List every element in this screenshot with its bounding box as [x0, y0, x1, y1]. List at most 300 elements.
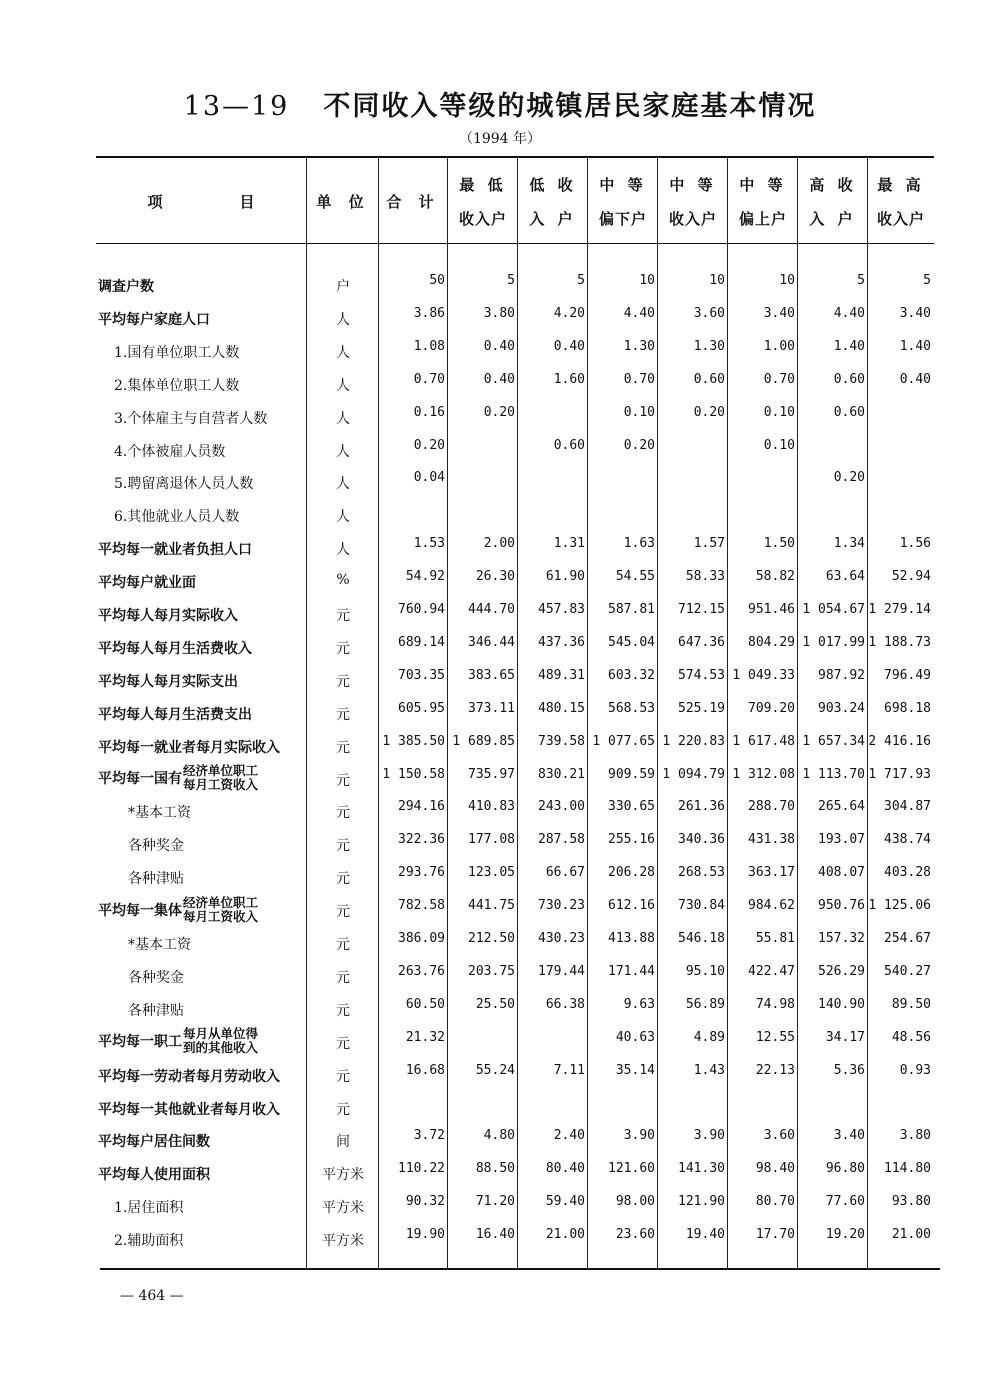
- row-unit: 间: [336, 1134, 350, 1151]
- table-cell: 1.53: [413, 536, 445, 552]
- row-label-text: 4.个体被雇人员数: [114, 443, 226, 460]
- table-row: [0, 827, 1000, 860]
- table-row: [0, 893, 1000, 926]
- table-row: [0, 564, 1000, 597]
- table-cell: 10: [709, 273, 725, 288]
- row-label-text: 1.居住面积: [114, 1200, 184, 1217]
- header-lowest: [449, 168, 517, 236]
- table-cell: 4.20: [553, 305, 585, 321]
- table-cell: 3.40: [899, 305, 931, 321]
- table-cell: 22.13: [755, 1062, 795, 1078]
- row-label: [114, 506, 239, 526]
- table-cell: 206.28: [608, 865, 655, 881]
- table-cell: 121.60: [608, 1161, 655, 1177]
- table-cell: 1.30: [693, 338, 725, 354]
- table-cell: 903.24: [818, 700, 865, 716]
- row-label-text: 平均每人每月生活费支出: [98, 706, 252, 723]
- table-cell: 19.40: [685, 1227, 725, 1243]
- table-title: [0, 84, 1000, 123]
- table-cell: 71.20: [475, 1194, 515, 1210]
- table-cell: 61.90: [545, 569, 585, 585]
- table-cell: 80.40: [545, 1161, 585, 1177]
- table-cell: 4.40: [623, 305, 655, 321]
- table-cell: 1 125.06: [868, 898, 931, 914]
- row-unit: 元: [336, 739, 350, 756]
- table-cell: 1 188.73: [868, 634, 931, 650]
- table-cell: 1.30: [623, 338, 655, 354]
- table-row: [0, 268, 1000, 301]
- row-label-text: 平均每一就业者负担人口: [98, 542, 252, 559]
- row-label-text: 平均每一就业者每月实际收入: [98, 739, 280, 756]
- table-cell: 386.09: [398, 931, 445, 946]
- table-cell: 612.16: [608, 898, 655, 914]
- row-label-text: 2.辅助面积: [114, 1233, 184, 1250]
- table-cell: 1.43: [693, 1062, 725, 1078]
- table-cell: 141.30: [678, 1161, 725, 1177]
- table-cell: 526.29: [818, 963, 865, 979]
- table-cell: 3.80: [483, 305, 515, 321]
- table-cell: 441.75: [468, 898, 515, 914]
- table-cell: 40.63: [615, 1029, 655, 1045]
- table-row: [0, 1091, 1000, 1124]
- table-cell: 739.58: [538, 733, 585, 749]
- table-cell: 410.83: [468, 799, 515, 815]
- table-cell: 80.70: [755, 1194, 795, 1210]
- table-cell: 0.10: [623, 404, 655, 420]
- table-cell: 712.15: [678, 602, 725, 617]
- table-row: [0, 1189, 1000, 1222]
- table-cell: 140.90: [818, 996, 865, 1012]
- table-cell: 5: [507, 273, 515, 288]
- row-label-text: 平均每一集体: [98, 902, 182, 919]
- table-cell: 987.92: [818, 667, 865, 683]
- header-unit: 单 位: [316, 193, 370, 211]
- table-cell: 1.56: [899, 536, 931, 552]
- row-unit: 元: [336, 673, 350, 690]
- table-cell: 1 385.50: [382, 733, 445, 749]
- header-low: [519, 168, 587, 236]
- table-cell: 35.14: [615, 1062, 655, 1078]
- table-cell: 1 054.67: [802, 602, 865, 617]
- row-unit: 人: [336, 509, 350, 526]
- table-subtitle: （1994 年）: [458, 131, 542, 147]
- row-unit: 元: [336, 608, 350, 624]
- row-label: [128, 835, 184, 855]
- row-label-text: 平均每一国有: [98, 771, 182, 787]
- table-row: [0, 433, 1000, 466]
- table-cell: 403.28: [884, 865, 931, 881]
- table-row: [0, 367, 1000, 400]
- table-cell: 98.00: [615, 1194, 655, 1210]
- table-cell: 171.44: [608, 963, 655, 979]
- row-label-text: 平均每一其他就业者每月收入: [98, 1101, 280, 1118]
- table-row: [0, 992, 1000, 1025]
- table-cell: 93.80: [891, 1194, 931, 1210]
- row-label: [98, 572, 196, 592]
- table-cell: 1 717.93: [868, 766, 931, 782]
- table-cell: 66.67: [545, 865, 585, 881]
- row-label: [98, 638, 252, 658]
- table-row: [0, 400, 1000, 433]
- table-cell: 5: [857, 273, 865, 288]
- row-unit: 元: [336, 904, 350, 921]
- table-cell: 373.11: [468, 700, 515, 716]
- table-cell: 574.53: [678, 667, 725, 683]
- table-cell: 203.75: [468, 963, 515, 979]
- row-label: [98, 704, 252, 724]
- table-row: [0, 696, 1000, 729]
- row-label: [114, 473, 253, 493]
- header-middle-line2: 收入户: [668, 210, 717, 228]
- table-cell: 1 113.70: [802, 766, 865, 782]
- table-cell: 546.18: [678, 931, 725, 946]
- table-cell: 525.19: [678, 700, 725, 716]
- row-label-text: 平均每人每月生活费收入: [98, 640, 252, 657]
- table-cell: 951.46: [748, 602, 795, 617]
- table-cell: 263.76: [398, 963, 445, 979]
- table-cell: 782.58: [398, 898, 445, 914]
- table-cell: 254.67: [884, 931, 931, 946]
- table-cell: 23.60: [615, 1227, 655, 1243]
- table-cell: 984.62: [748, 898, 795, 914]
- row-label-text: 各种津贴: [128, 871, 184, 888]
- table-cell: 63.64: [825, 569, 865, 585]
- row-unit: 元: [336, 805, 350, 822]
- table-cell: 2.00: [483, 536, 515, 552]
- table-cell: 804.29: [748, 634, 795, 650]
- row-unit: 人: [336, 311, 350, 328]
- table-cell: 545.04: [608, 634, 655, 650]
- table-row: [0, 729, 1000, 762]
- table-cell: 48.56: [891, 1029, 931, 1045]
- table-cell: 123.05: [468, 865, 515, 881]
- table-cell: 0.40: [899, 371, 931, 387]
- row-label-text: 2.集体单位职工人数: [114, 377, 240, 394]
- table-cell: 3.90: [623, 1128, 655, 1144]
- row-label: [98, 1025, 258, 1058]
- row-unit: %: [336, 572, 350, 589]
- table-cell: 265.64: [818, 799, 865, 815]
- header-low-line2: 入 户: [529, 210, 577, 228]
- table-cell: 0.70: [763, 371, 795, 387]
- table-cell: 0.20: [483, 404, 515, 420]
- row-label-text: *基本工资: [128, 937, 191, 953]
- row-label: [128, 967, 184, 987]
- table-row: [0, 1025, 1000, 1058]
- table-row: [0, 531, 1000, 564]
- row-label-stack-line: 每月从单位得: [183, 1026, 259, 1042]
- table-cell: 408.07: [818, 865, 865, 881]
- table-cell: 89.50: [891, 996, 931, 1012]
- row-unit: 元: [336, 1068, 350, 1085]
- table-cell: 1.60: [553, 371, 585, 387]
- row-label-text: 平均每户家庭人口: [98, 311, 210, 328]
- table-cell: 5: [923, 273, 931, 288]
- row-label-text: 各种奖金: [128, 838, 184, 855]
- table-cell: 703.35: [398, 667, 445, 683]
- table-cell: 25.50: [475, 996, 515, 1012]
- table-cell: 1.40: [899, 338, 931, 354]
- table-cell: 1.50: [763, 536, 795, 552]
- row-label-stack-line: 每月工资收入: [183, 777, 259, 792]
- table-cell: 1 312.08: [732, 766, 795, 782]
- row-unit: 平方米: [322, 1200, 364, 1217]
- table-cell: 1 049.33: [732, 667, 795, 683]
- table-cell: 1 657.34: [802, 733, 865, 749]
- table-row: [0, 1156, 1000, 1189]
- table-cell: 66.38: [545, 996, 585, 1012]
- row-label-text: 各种津贴: [128, 1002, 184, 1019]
- table-cell: 0.60: [833, 371, 865, 387]
- row-label: [114, 1230, 183, 1250]
- table-cell: 288.70: [748, 799, 795, 815]
- table-cell: 1.34: [833, 536, 865, 552]
- table-row: [0, 663, 1000, 696]
- row-label-text: 1.国有单位职工人数: [114, 344, 240, 361]
- row-label-text: 平均每户居住间数: [98, 1134, 210, 1151]
- table-cell: 95.10: [685, 963, 725, 979]
- table-cell: 58.82: [755, 569, 795, 585]
- row-label-text: 平均每户就业面: [98, 575, 196, 592]
- table-cell: 1 150.58: [382, 766, 445, 782]
- table-number: 13—19: [183, 91, 290, 122]
- table-row: [0, 1222, 1000, 1255]
- table-row: [0, 794, 1000, 827]
- header-lower-middle: [589, 168, 657, 236]
- table-cell: 735.97: [468, 766, 515, 782]
- table-cell: 88.50: [475, 1161, 515, 1177]
- row-unit: 元: [336, 772, 350, 789]
- table-cell: 12.55: [755, 1029, 795, 1045]
- table-title-text: 不同收入等级的城镇居民家庭基本情况: [323, 91, 817, 122]
- row-label: [98, 893, 258, 926]
- header-high-line1: 高 收: [809, 176, 857, 194]
- header-total: 合 计: [386, 193, 440, 211]
- table-cell: 9.63: [623, 996, 655, 1012]
- row-label: [98, 737, 280, 757]
- row-label-stack-line: 经济单位职工: [183, 763, 259, 778]
- row-label-text: 调查户数: [98, 279, 154, 295]
- table-cell: 0.10: [763, 437, 795, 453]
- table-cell: 212.50: [468, 931, 515, 946]
- table-cell: 1.63: [623, 536, 655, 552]
- row-label: [98, 762, 258, 795]
- table-cell: 60.50: [405, 996, 445, 1012]
- row-label: [98, 605, 238, 625]
- table-cell: 4.80: [483, 1128, 515, 1144]
- row-label-text: 平均每人每月实际收入: [98, 608, 238, 624]
- table-cell: 1.08: [413, 338, 445, 354]
- table-cell: 268.53: [678, 865, 725, 881]
- table-cell: 709.20: [748, 700, 795, 716]
- table-cell: 304.87: [884, 799, 931, 815]
- table-cell: 21.32: [405, 1029, 445, 1045]
- header-highest: [867, 168, 935, 236]
- table-cell: 0.20: [413, 437, 445, 453]
- table-cell: 5: [577, 273, 585, 288]
- row-label-text: 3.个体雇主与自营者人数: [114, 410, 268, 427]
- table-row: [0, 630, 1000, 663]
- row-label: [128, 802, 191, 822]
- table-row: [0, 926, 1000, 959]
- table-cell: 950.76: [818, 898, 865, 914]
- table-cell: 0.20: [833, 470, 865, 486]
- row-label-text: 平均每人每月实际支出: [98, 673, 238, 690]
- row-label-stack: [183, 896, 258, 924]
- table-cell: 3.40: [763, 305, 795, 321]
- table-cell: 255.16: [608, 832, 655, 848]
- row-unit: 人: [336, 410, 350, 427]
- page-number: — 464 —: [120, 1288, 184, 1304]
- table-cell: 54.92: [405, 569, 445, 585]
- table-cell: 0.10: [763, 404, 795, 420]
- header-lowest-line2: 收入户: [458, 210, 507, 228]
- table-cell: 193.07: [818, 832, 865, 848]
- table-cell: 689.14: [398, 634, 445, 650]
- header-middle: [659, 168, 727, 236]
- table-cell: 647.36: [678, 634, 725, 650]
- table-cell: 0.60: [833, 404, 865, 420]
- header-rule: [96, 243, 934, 244]
- row-label: [114, 342, 239, 362]
- row-label: [98, 276, 154, 296]
- row-label: [98, 539, 252, 559]
- table-cell: 363.17: [748, 865, 795, 881]
- row-label-text: 平均每一职工: [98, 1034, 182, 1051]
- row-unit: 人: [336, 443, 350, 460]
- header-high-line2: 入 户: [809, 210, 857, 228]
- row-label-text: 各种奖金: [128, 969, 184, 986]
- table-cell: 3.90: [693, 1128, 725, 1144]
- row-unit: 平方米: [322, 1233, 364, 1250]
- table-cell: 340.36: [678, 832, 725, 848]
- row-unit: 元: [336, 1002, 350, 1019]
- table-cell: 0.20: [623, 437, 655, 453]
- row-label-text: 6.其他就业人员人数: [114, 509, 240, 526]
- table-cell: 17.70: [755, 1227, 795, 1243]
- table-cell: 605.95: [398, 700, 445, 716]
- row-label: [114, 1197, 183, 1217]
- table-cell: 540.27: [884, 963, 931, 979]
- header-item: 项 目: [147, 193, 263, 211]
- table-cell: 1.57: [693, 536, 725, 552]
- table-cell: 430.23: [538, 931, 585, 946]
- table-cell: 10: [639, 273, 655, 288]
- table-cell: 730.84: [678, 898, 725, 914]
- table-cell: 59.40: [545, 1194, 585, 1210]
- table-cell: 0.40: [553, 338, 585, 354]
- row-label: [128, 868, 184, 888]
- table-cell: 26.30: [475, 569, 515, 585]
- row-unit: 元: [336, 1035, 350, 1052]
- row-unit: 人: [336, 377, 350, 394]
- table-cell: 0.40: [483, 338, 515, 354]
- header-upper-middle-line2: 偏上户: [738, 210, 787, 228]
- row-label: [114, 375, 239, 395]
- table-cell: 3.80: [899, 1128, 931, 1144]
- table-cell: 330.65: [608, 799, 655, 815]
- table-cell: 730.23: [538, 898, 585, 914]
- table-cell: 3.40: [833, 1128, 865, 1144]
- table-cell: 830.21: [538, 766, 585, 782]
- header-low-line1: 低 收: [529, 176, 577, 194]
- row-label-stack: [183, 764, 258, 792]
- table-cell: 383.65: [468, 667, 515, 683]
- row-unit: 人: [336, 542, 350, 559]
- table-cell: 74.98: [755, 996, 795, 1012]
- table-cell: 1 689.85: [452, 733, 515, 749]
- row-label-stack-line: 每月工资收入: [183, 908, 259, 924]
- table-row: [0, 860, 1000, 893]
- header-high: [799, 168, 867, 236]
- header-middle-line1: 中 等: [669, 176, 717, 194]
- row-unit: 人: [336, 476, 350, 493]
- table-cell: 21.00: [545, 1227, 585, 1243]
- table-cell: 114.80: [884, 1161, 931, 1177]
- table-cell: 7.11: [553, 1062, 585, 1078]
- table-cell: 796.49: [884, 667, 931, 683]
- bottom-rule: [100, 1268, 940, 1270]
- table-cell: 444.70: [468, 602, 515, 617]
- table-cell: 322.36: [398, 832, 445, 848]
- table-cell: 16.40: [475, 1227, 515, 1243]
- table-row: [0, 1123, 1000, 1156]
- table-cell: 1 617.48: [732, 733, 795, 749]
- table-cell: 4.89: [693, 1029, 725, 1045]
- row-unit: 元: [336, 937, 350, 953]
- table-cell: 294.16: [398, 799, 445, 815]
- table-cell: 1 017.99: [802, 634, 865, 650]
- table-cell: 0.60: [693, 371, 725, 387]
- table-cell: 3.86: [413, 305, 445, 321]
- table-cell: 438.74: [884, 832, 931, 848]
- table-cell: 568.53: [608, 700, 655, 716]
- table-cell: 19.90: [405, 1227, 445, 1243]
- table-row: [0, 597, 1000, 630]
- table-cell: 55.81: [755, 931, 795, 946]
- table-cell: 5.36: [833, 1062, 865, 1078]
- table-cell: 0.70: [413, 371, 445, 387]
- table-cell: 346.44: [468, 634, 515, 650]
- table-cell: 54.55: [615, 569, 655, 585]
- table-cell: 437.36: [538, 634, 585, 650]
- row-label-stack-line: 经济单位职工: [183, 894, 259, 910]
- table-cell: 90.32: [405, 1194, 445, 1210]
- table-cell: 422.47: [748, 963, 795, 979]
- table-cell: 1 220.83: [662, 733, 725, 749]
- row-unit: 元: [336, 969, 350, 986]
- table-cell: 34.17: [825, 1029, 865, 1045]
- row-unit: 元: [336, 1101, 350, 1118]
- table-cell: 261.36: [678, 799, 725, 815]
- row-unit: 人: [336, 344, 350, 361]
- header-highest-line1: 最 高: [877, 176, 925, 194]
- row-label-stack: [183, 1027, 258, 1055]
- header-lower-middle-line1: 中 等: [599, 176, 647, 194]
- row-unit: 元: [336, 871, 350, 888]
- table-cell: 0.93: [899, 1062, 931, 1078]
- row-label: [98, 671, 238, 691]
- table-cell: 431.38: [748, 832, 795, 848]
- table-cell: 0.04: [413, 470, 445, 486]
- row-unit: 元: [336, 838, 350, 855]
- row-label-text: 平均每一劳动者每月劳动收入: [98, 1068, 280, 1085]
- top-rule: [96, 156, 934, 158]
- table-cell: 50: [429, 273, 445, 288]
- table-cell: 1.40: [833, 338, 865, 354]
- row-unit: 元: [336, 640, 350, 657]
- table-cell: 19.20: [825, 1227, 865, 1243]
